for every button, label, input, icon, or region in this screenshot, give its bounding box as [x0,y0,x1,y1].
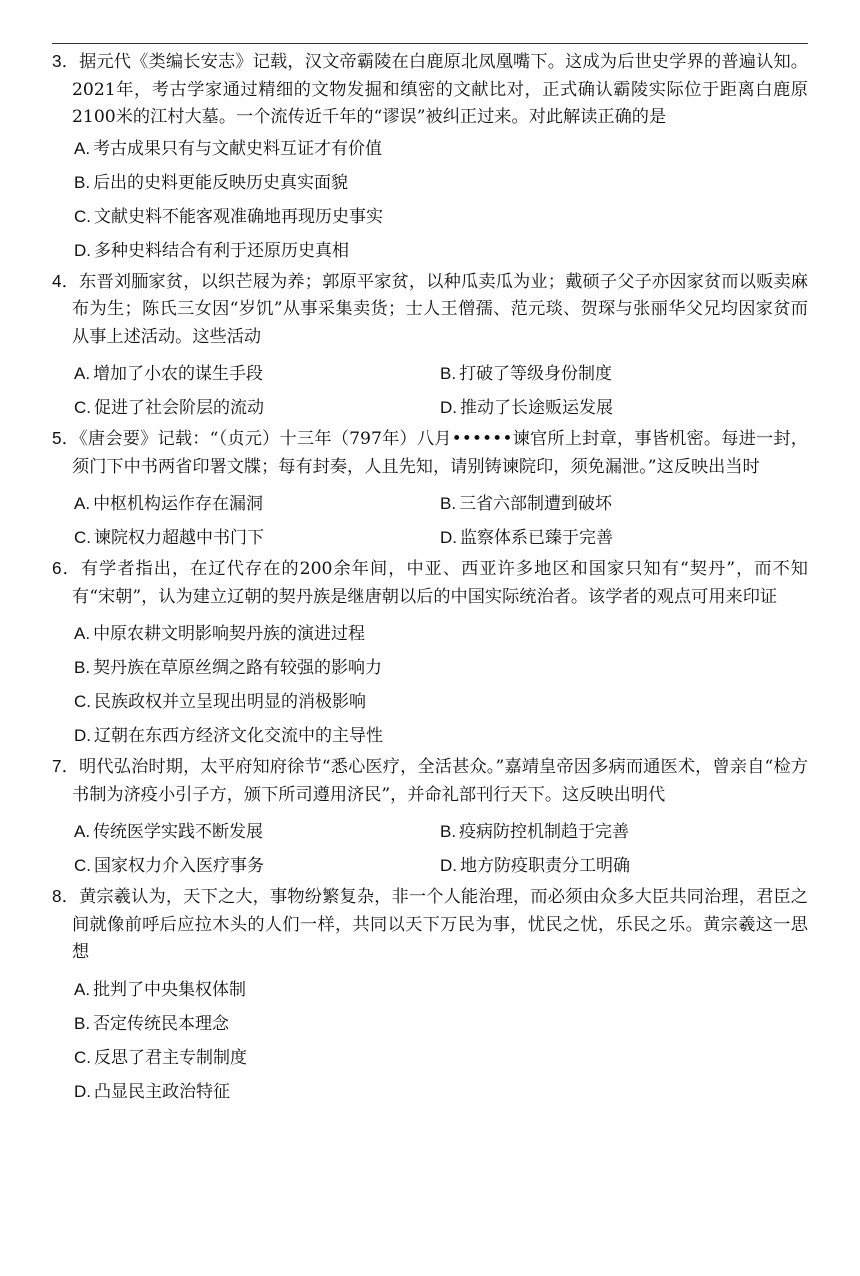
option-a[interactable]: A. 传统医学实践不断发展 [74,822,264,842]
question-4 [52,268,808,426]
option-a[interactable]: A. 批判了中央集权体制 [74,979,247,1000]
option-b[interactable]: B. 后出的史料更能反映历史真实面貌 [74,172,349,193]
option-b[interactable]: B. 三省六部制遭到破坏 [440,494,613,514]
question-stem [52,753,808,809]
option-c[interactable]: C. 民族政权并立呈现出明显的消极影响 [74,692,366,712]
option-d[interactable]: D. 地方防疫职责分工明确 [440,856,630,876]
option-b[interactable]: B. 疫病防控机制趋于完善 [440,822,630,842]
question-text: ．明代弘治时期，太平府知府徐节“悉心医疗，全活甚众。”嘉靖皇帝因多病而通医术，曾亲自“检方书制为济疫小引子方，颁下所司遵用济民”，并命礼部刊行天下。这反映出明代 [61,757,808,805]
option-c[interactable]: C. 反思了君主专制制度 [74,1047,247,1068]
option-a[interactable]: A. 中枢机构运作存在漏洞 [74,494,264,514]
question-text: ．黄宗羲认为，天下之大，事物纷繁复杂，非一个人能治理，而必须由众多大臣共同治理，君臣之间就像前呼后应拉木头的人们一样，共同以天下万民为事，忧民之忧，乐民之乐。黄宗羲这一思想 [61,887,808,962]
question-8 [52,883,808,1109]
option-a[interactable]: A. 中原农耕文明影响契丹族的演进过程 [74,624,366,644]
question-stem [52,425,808,481]
question-number: 3 [52,51,62,71]
option-c[interactable]: C. 谏院权力超越中书门下 [74,528,264,548]
option-c[interactable]: C. 促进了社会阶层的流动 [74,398,264,418]
question-stem [52,555,808,611]
option-c[interactable]: C. 国家权力介入医疗事务 [74,856,264,876]
header-rule [52,43,808,44]
question-text: ．东晋刘胹家贫，以织芒屐为养；郭原平家贫，以种瓜卖瓜为业；戴硕子父子亦因家贫而以贩卖麻布为生；陈氏三女因“岁饥”从事采集卖货；士人王僧孺、范元琰、贺琛与张丽华父兄均因家贫而从事上述活动。这些活动 [61,271,808,347]
question-6 [52,555,808,753]
question-stem [52,48,808,132]
option-b[interactable]: B. 契丹族在草原丝绸之路有较强的影响力 [74,658,383,678]
question-number: 7 [52,756,62,776]
option-b[interactable]: B. 打破了等级身份制度 [440,364,613,384]
question-text: ．据元代《类编长安志》记载，汉文帝霸陵在白鹿原北凤凰嘴下。这成为后世史学界的普遍认知。2021年，考古学家通过精细的文物发掘和缜密的文献比对，正式确认霸陵实际位于距离白鹿原2100米的江村大墓。一个流传近千年的“谬误”被纠正过来。对此解读正确的是 [61,52,808,127]
question-text: ．《唐会要》记载：“（贞元）十三年（797年）八月••••••谏官所上封章，事皆机密。每进一封，须门下中书两省印署文牒；每有封奏，人且先知，请别铸谏院印，须免漏泄。”这反映出当时 [61,429,808,477]
question-3 [52,48,808,268]
option-d[interactable]: D. 监察体系已臻于完善 [440,528,613,548]
question-number: 4 [52,270,62,291]
option-d[interactable]: D. 多种史料结合有利于还原历史真相 [74,240,349,261]
question-number: 8 [52,886,62,906]
option-d[interactable]: D. 推动了长途贩运发展 [440,398,613,418]
option-d[interactable]: D. 辽朝在东西方经济文化交流中的主导性 [74,726,383,746]
question-number: 5 [52,428,62,448]
question-number: 6 [52,558,62,578]
option-a[interactable]: A. 考古成果只有与文献史料互证才有价值 [74,138,383,159]
question-stem [52,268,808,352]
question-5 [52,425,808,555]
option-d[interactable]: D. 凸显民主政治特征 [74,1081,230,1102]
option-a[interactable]: A. 增加了小农的谋生手段 [74,364,264,384]
question-stem [52,883,808,967]
question-text: ．有学者指出，在辽代存在的200余年间，中亚、西亚许多地区和国家只知有“契丹”，而不知有“宋朝”，认为建立辽朝的契丹族是继唐朝以后的中国实际统治者。该学者的观点可用来印证 [61,559,808,607]
exam-page [52,48,808,1109]
option-b[interactable]: B. 否定传统民本理念 [74,1013,230,1034]
option-c[interactable]: C. 文献史料不能客观准确地再现历史事实 [74,206,383,227]
question-7 [52,753,808,883]
